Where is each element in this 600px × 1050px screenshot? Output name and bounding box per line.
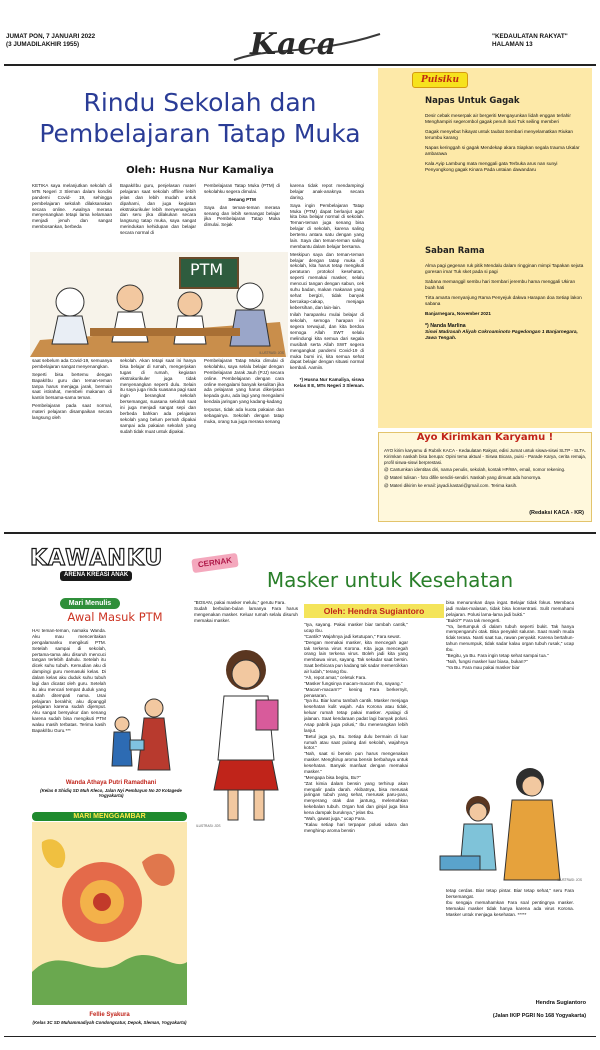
article-low-col3 [204,358,284,508]
drawing-author [32,1012,187,1025]
stanza: Sabana memanggil sembu hari Sembari jerembu hama menggali Ukiran buah hati [425,278,576,290]
paragraph: terputus, tidak ada kuota pakaian dan sebagainya. Sekolah dengan tatap muka, orang tua juga merasa senang [204,407,284,424]
story-right-top: bisa menurunkan daya ingat. Belajar tidak fokus. Membaca jadi malas-malasan, tidak bisa konsentrasi. Sulit memahami pelajaran. Polusi lama-lama jadi bukti." "Bukti?" Fara tak mengerti. "Ya, bertumpuk di dalam tubuh seperti bukit. Tak hanya mempengaruhi otak. Bisa penyakit saluran. Saat masih muda tidak terasa. Nanti saat tua, rawan penyakit. Karena bertahun-tahun menumpuk, tidak sadar kalau organ tubuh rusak," ucap Ibu. "Begitu, ya Bu. Fara ingin tetap sehat sampai tua." "Nah, fungsi masker luar biasa, bukan?" "Ya Bu. Fara mau pakai masker biar [446,600,574,670]
stanza: Napas keringgah si gagak Mendekap akara Siapkan segala trauma Ukalar ambarawa [425,144,580,156]
issue-date [6,33,95,48]
flower-artwork [32,822,187,1005]
illustration-credit: ILUSTRASI: JOS [557,877,582,882]
kaca-logo [232,26,382,66]
mother-daughter-illustration [420,760,586,884]
submission-item: @ Cantumkan identitas diri, nama penulis, sekolah, kontak HP/WA, email, nomor rekening. [384,467,566,473]
paper-info [492,33,582,48]
poem-2 [425,246,585,342]
awal-ptm-author [36,780,186,799]
header-rule [4,64,596,66]
cernak-title: Masker untuk Kesehatan [266,568,514,592]
submission-intro: AYO kirim karyamu di Rubrik KACA - Kedaulatan Rakyat, edisi Jumat untuk siswa-siswi SLTP - SLTA. Kirimkan naskah bisa berupa: Opini tema aktual - Siswa Bicara, puisi - Parade Karya, cerita remaja, profil siswa-siswi berprestasi. [384,448,586,465]
awal-ptm-title: Awal Masuk PTM [67,610,163,624]
handwash-illustration [100,690,180,775]
paragraph: saat sebelum ada Covid-19, semuanya pembelajaran sangat menyenangkan. [32,358,112,369]
article-low-col2 [120,358,196,508]
illustration-credit: ILUSTRASI: JOS [259,350,284,355]
paragraph: karena tidak repot mendampingi belajar anak-anaknya secara daring. [290,183,364,200]
paragraph: Pembelajaran Tatap Muka (PTM) di sekolahku segera dimulai. [204,183,280,194]
date-line: JUMAT PON, 7 JANUARI 2022 [6,33,96,40]
kaca-logo-text: Kaca [250,27,338,62]
paragraph: Pembelajaran pada saat normal, materi pelajaran disampaikan secara langsung oleh [32,403,112,420]
stanza: Alma pagi gegenan ruk pitik Mendalu dalam ringginan mimpi Tapakan sejuta goresan imar Tuk sket pada si pagi [425,262,584,274]
poem-1-title: Napas Untuk Gagak [425,96,520,106]
mari-menulis-label: Mari Menulis [60,598,120,609]
article-title-line1: Rindu Sekolah dan [83,88,317,117]
hijri-date-line: (3 JUMADILAKHIR 1955) [6,40,80,48]
submission-item: @ Materi dikirim ke email: jayadi.kastari@gmail.com. Terima kasih. [384,482,518,488]
blackboard-text: PTM [190,260,224,279]
poet-name: *) Nanda Marlina [425,322,466,329]
submission-title: Ayo Kirimkan Karyamu ! [416,432,554,443]
paragraph: Pembelajaran Tatap Muka dimulai di sekolahku, saya selalu belajar dengan Pembelajaran Jarak Jauh (PJJ) secara online. Pembelajaran dengan cara online mengalami banyak kesulitan jika ada pelajaran yang harus dikerjakan kepada guru, ada lagi yang mengalami kendala jaringan yang kadang-kadang [204,358,284,405]
handwash-drawing [100,690,180,775]
article-low-col1 [32,358,112,508]
article-byline: Oleh: Husna Nur Kamaliya [126,165,274,176]
artist-name: Fellie Syakura [89,1012,130,1018]
student-name: Wanda Athaya Putri Ramadhani [65,780,157,786]
article-col4 [290,183,364,518]
girl-drawing [194,640,298,830]
poet-info: Siswi Madrasah Aliyah Cokroaminoto Pagedongan 1 Banjarnegara, Jawa Tengah. [425,329,578,341]
puisiku-badge: Puisiku [412,72,468,88]
submission-item: @ Materi tulisan - foto difile sendiri-sendiri. Naskah yang dimuat ada honornya. [384,475,542,480]
article-title-line2: Pembelajaran Tatap Muka [39,118,361,148]
girl-illustration [194,640,298,830]
story-author-name: Hendra Sugiantoro [535,1000,586,1006]
submission-footer: (Redaksi KACA - KR) [529,510,584,516]
paper-name: "KEDAULATAN RAKYAT" [492,33,568,40]
mother-daughter-drawing [420,760,586,884]
story-intro: "BOSAN, pakai masker melulu," gerutu Fara. Sudah berbulan-bulan lamanya Fara harus mengenakan masker. Keluar rumah selalu disuruh memakai masker. [194,600,298,623]
awal-ptm-text [32,628,106,778]
paragraph: Saya dan teman-teman merasa senang dan lebih semangat belajar jika Pembelajaran Tatap Muka dimulai. Sejak [204,204,280,228]
story-mid-column: "Iya, sayang. Pakai masker biar tambah cantik," ucap Ibu. "Cantik? Wajahnya jadi ketutupan," Fara sewot. "Dengan memakai masker, kita mencegah agar tak terkena virus Korona. Kita juga mencegah orang lain terkena virus. Boleh jadi kita yang membawa virus, sayang. Tak sekadar saat bersin. Saat berbicara pun kadang tak sadar memercikkan air ludah," terang Ibu. "Ah, repot amat," celetuk Fara. "Masker fungsinya macam-macam Iho, sayang." "Macam-macam?" kening Fara berkernyit, penasaran. "Iya itu. Biar kamu tambah cantik. Masker menjaga kesehatan kulit wajah. Ada Korona atau tidak, keluar rumah tetap pakai masker. Apalagi di jalanan. Saat kendaraan padat lagi banyak polusi. Asap pabrik juga polusi," Ibu menerangkan lebih lanjut. "Betul juga ya, Bu. Setiap dulu bermain di luar rumah atau saat pulang dari sekolah, wajahnya kotor." "Nah, saat si bensin pun harus mengenakan masker. Menghirup aroma bensin berbahaya untuk kesehatan. Banyak manfaat dengan memakai masker." "Mengapa bisa begitu, Bu?" "Zat kimia dalam bensin yang terhirup akan mengalir pada darah. Akibatnya, bisa merusak jaringan tubuh yang sehat, merusak paru-paru, menyerang otak dan jantung, melemahkan kekebalan tubuh. Organ hati dan ginjal juga bisa kena dampak buruknya," jelas Ibu. "Wah, gawat juga," ucap Fara. "Kalau setiap hari terpapar polusi udara dan menghirup aroma bensin [304,622,408,833]
submission-text [384,448,586,504]
paragraph: HAI teman-teman, namaku Wanda. Aku mau menceritakan pengalamanku mengikuti PTM. Setelah sampai di sekolah, pertama-tama aku disuruh mencuci tangan terlebih dahulu. Setelah itu dicek suhu tubuh. Kemudian aku di dampingi guru memasuki kelas. Di dalam kelas aku duduk suhu tubuh lagi dan dicatat oleh guru. Setelah itu aku mencari tempat duduk yang sudah ditempati nama. Usai pelajaran berakhir, aku dipanggil pelajaran karena sudah dijemput. Aku sangat bersyukur dan senang karena sudah bisa mengikuti PTM walau masih terbatas. Terima kasih Bapak/Ibu Guru.*** [32,628,106,733]
classroom-drawing [30,252,288,357]
kawanku-tagline: ARENA KREASI ANAK [60,571,132,581]
student-info: (Kelas 6 Shidiq SD Muh Kleco, Jalan Nyi Pembayun No 20 Kotagede Yogyakarta) [40,787,182,799]
paragraph: Seperti bisa bertemu dengan Bapak/Ibu guru dan teman-teman tanpa harus menjaga jarak, bermain saat istirahat, membeli makanan di kantin bersama-sama teman. [32,371,112,401]
paragraph: Meskipun saya dan teman-teman belajar dengan tatap muka di sekolah, kita harus tetap mengikuti peraturan protokol kesehatan, seperti memakai masker, selalu mencuci tangan dengan sabun, cek suhu badan, makan makanan yang sehat bergizi, tidak banyak bercakap-cakap, menjaga kebersihan, dan lain-lain. [290,251,364,310]
poem-place-date: Banjarnegara, November 2021 [425,310,491,316]
illustration-credit: ILUSTRASI: JOS [196,823,221,828]
story-right-bottom: tetap cerdas. Biar tetap pintar. Biar tetap sehat," seru Fara bersemangat. Ibu sengaja memahamkan Fara soal pentingnya masker. Memakai masker tidak hanya karena ada virus Korona. Masker untuk menjaga kesehatan. ***** [446,888,574,917]
section-rule [4,532,596,534]
poem-2-title: Saban Rama [425,246,485,256]
page-number: HALAMAN 13 [492,40,533,48]
paragraph: sekolah. Akan tetapi saat ini hanya bisa belajar di rumah, mengerjakan tugas di rumah, kegiatan ekstrakurikuler juga tidak menyenangkan seperti dulu. Selain itu saya juga rindu suasana pagi saat ingin berangkat sekolah bersemangat, suasana sekolah saat ini juga menjadi sangat sepi dan berbeda bahkan ada pelajaran sekolah yang belum pernah dipakai sampai ada pakaian sekolah yang sudah tidak muat untuk dipakai. [120,358,196,434]
stanza: Gagak menyebut hikayat untuk taubat Sembari menyelamatkan Riukan terumbu karang [425,128,573,140]
artist-info: (Kelas 3C SD Muhammadiyah Condongcatur, Depok, Sleman, Yogyakarta) [32,1019,187,1025]
author-note: *) Husna Nur Kamaliya, siswa Kelas 8 E, MTs Negeri 3 Sleman. [293,377,364,388]
subheading: Senang PTM [228,196,256,202]
mari-menggambar-label: MARI MENGGAMBAR [32,812,187,821]
article-title [30,88,370,150]
flower-drawing [32,822,187,1005]
cernak-author [446,1000,586,1020]
paragraph: Inilah harapanku mulai belajar di sekolah, semoga harapan ini segera terwujud, dan kita berdoa semoga Allah SWT selalu melindungi kita semua dari segala musibah serta Allah SWT segera mengangkat pandemi Covid-19 di muka bumi ini, kita semua sehat dapat belajar dengan situasi normal kembali. Aamiin. [290,312,364,371]
cernak-byline: Oleh: Hendra Sugiantoro [304,604,444,618]
stanza: Kala Ayip Lambung mata menggali gata Terbuka arus nan sunyi Penyongkong gagak Kinara Pada untaian dawandaru [425,160,558,172]
paragraph: KETIKA saya melanjutkan sekolah di MTs Negeri 3 Sleman dalam kondisi pandemi Covid- 19, sehingga pembelajaran sekolah dilaksanakan secara online. Awalnya merasa menyenangkan tetapi lama kelamaan menjadi jenuh dan sangat membosankan, berbeda [32,183,112,230]
kawanku-logo: KAWANKU [30,546,164,571]
stanza: Desir cebak meserpak air bergeriti Mengayunkan lidah enggan terlahir Menghampiri segerombol gagak penuh itusi Tuk seiling memberi [425,112,571,124]
story-author-info: (Jalan IKIP PGRI No 168 Yogyakarta) [492,1013,586,1020]
poem-1 [425,96,585,177]
classroom-illustration [30,252,288,357]
stanza: Tirta amarta menyanjung Rama Penyejuk dakwa Harapan doa Setiap lakon sabana [425,294,582,306]
paragraph: Saya ingin Pembelajaran Tatap Muka (PTM) dapat berlanjut agar kita bisa belajar normal di sekolah. Teman-teman juga senang bisa belajar di sekolah, karena saling bertemu antara satu dengan yang lain. Saya dan teman-teman saling membantu dalam belajar bersama. [290,202,364,249]
paragraph: Bapak/Ibu guru, penjelasan materi pelajaran saat sekolah offline lebih jelas dan lebih mudah untuk dipahami, dan juga kegiatan ekstrakurikuler lebih menyenangkan dan seru jika dilakukan secara langsung tatap muka, saya sangat merindukan kehidupan dan belajar secara normal di [120,183,196,235]
cernak-badge: CERNAK [191,553,239,573]
footer-rule [4,1036,596,1037]
